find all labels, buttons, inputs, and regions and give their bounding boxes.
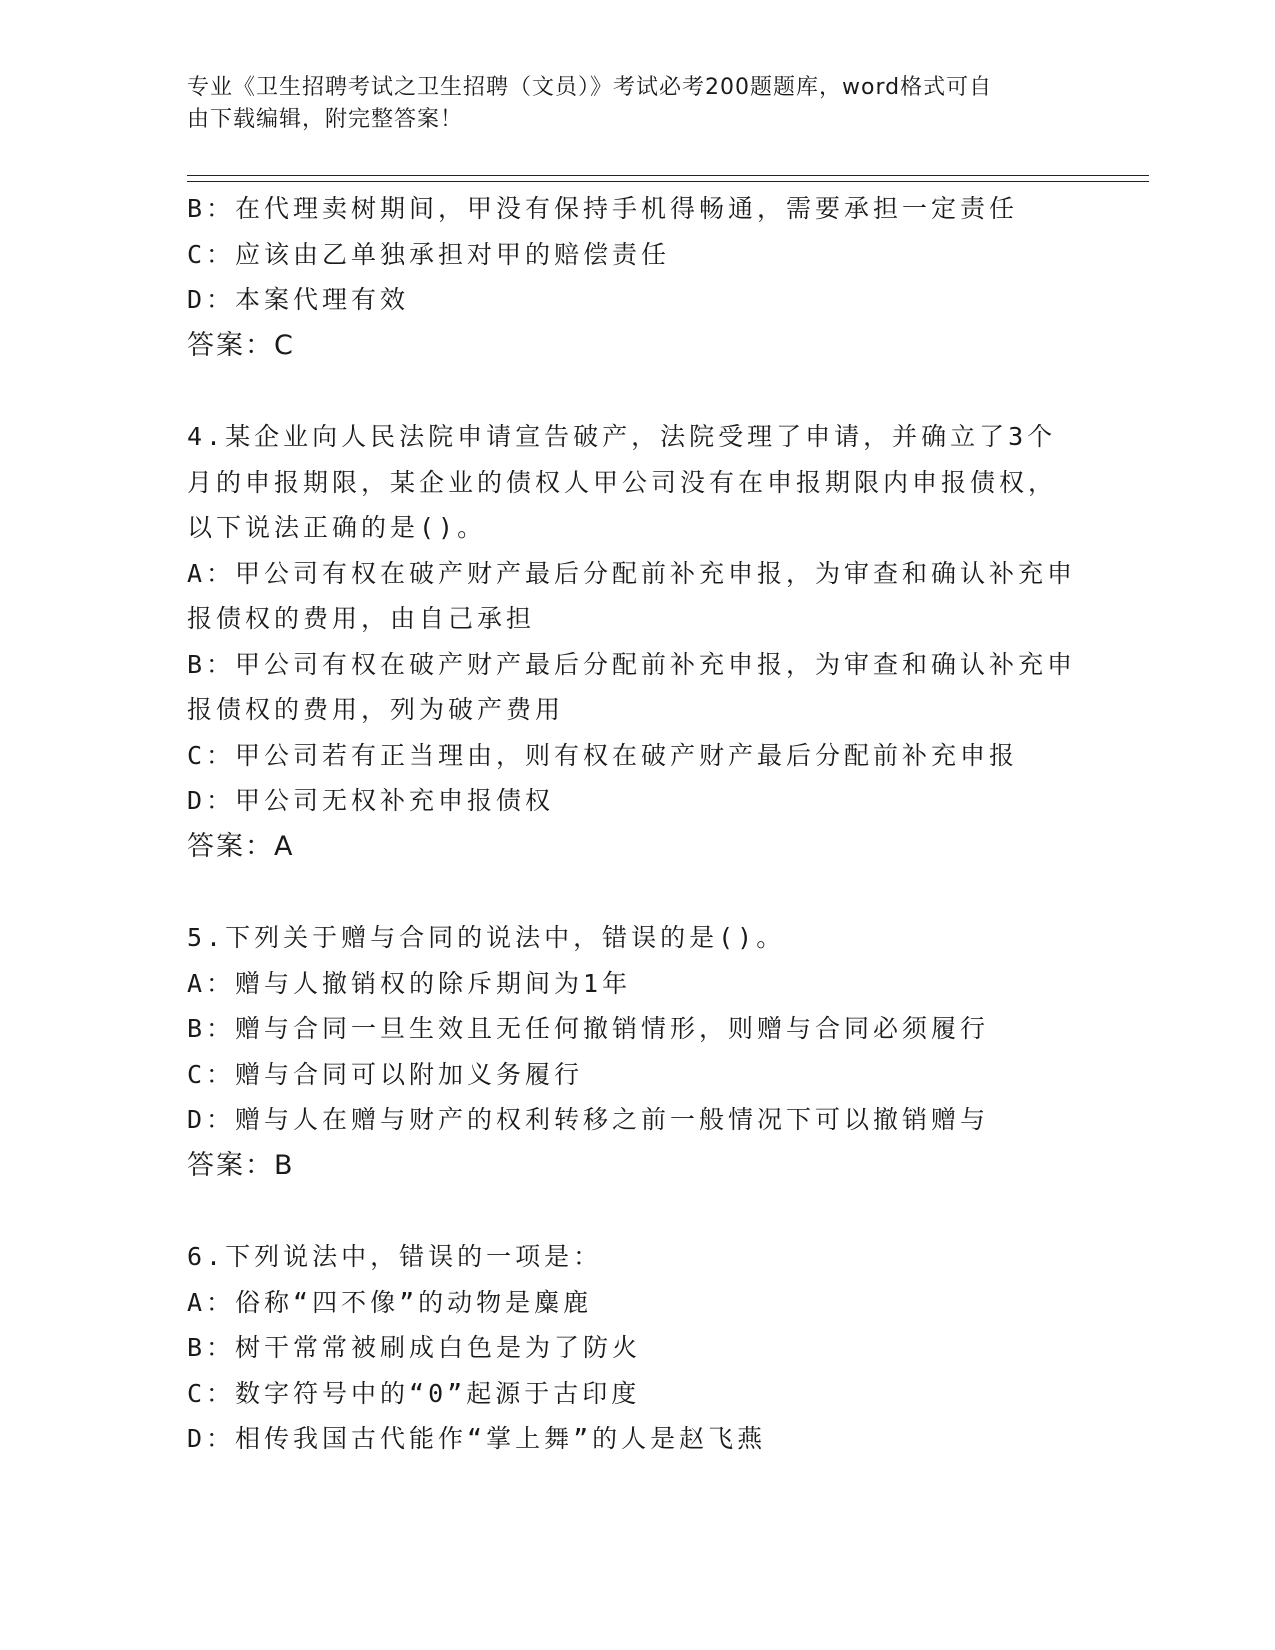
spacer [187,1188,1087,1234]
header-line-1: 专业《卫生招聘考试之卫生招聘（文员）》考试必考200题题库，word格式可自 [187,75,993,100]
document-header [187,72,1087,136]
question-stem: 以下说法正确的是()。 [187,513,487,542]
question-3-tail [187,186,1087,368]
header-line-2: 由下载编辑，附完整答案！ [187,107,464,132]
option-d: D：本案代理有效 [187,285,410,314]
option-a: A：俗称“四不像”的动物是麋鹿 [187,1287,593,1317]
question-stem: 5.下列关于赠与合同的说法中，错误的是()。 [187,923,786,952]
option-a: A：甲公司有权在破产财产最后分配前补充申报，为审查和确认补充申 [187,558,1077,588]
option-b-continued: 报债权的费用，列为破产费用 [187,695,565,724]
question-stem: 4.某企业向人民法院申请宣告破产，法院受理了申请，并确立了3个 [187,422,1057,451]
answer-line: 答案：A [187,830,295,862]
option-a: A：赠与人撤销权的除斥期间为1年 [187,968,632,998]
option-c: C：赠与合同可以附加义务履行 [187,1059,584,1089]
question-4 [187,414,1087,869]
option-d: D：甲公司无权补充申报债权 [187,786,555,815]
option-d: D：赠与人在赠与财产的权利转移之前一般情况下可以撤销赠与 [187,1105,990,1134]
question-list [187,186,1087,1462]
option-a-continued: 报债权的费用，由自己承担 [187,604,536,633]
header-divider-top [187,175,1149,176]
option-b: B：甲公司有权在破产财产最后分配前补充申报，为审查和确认补充申 [187,649,1077,679]
option-c: C：应该由乙单独承担对甲的赔偿责任 [187,239,671,269]
spacer [187,368,1087,414]
question-stem: 6.下列说法中，错误的一项是： [187,1242,603,1271]
option-b: B：赠与合同一旦生效且无任何撤销情形，则赠与合同必须履行 [187,1014,990,1043]
answer-line: 答案：C [187,329,295,361]
header-divider-bottom [187,181,1149,182]
option-b: B：在代理卖树期间，甲没有保持手机得畅通，需要承担一定责任 [187,194,1019,223]
option-d: D：相传我国古代能作“掌上舞”的人是赵飞燕 [187,1424,767,1453]
spacer [187,869,1087,915]
question-6 [187,1234,1087,1462]
option-c: C：数字符号中的“0”起源于古印度 [187,1378,641,1408]
option-c: C：甲公司若有正当理由，则有权在破产财产最后分配前补充申报 [187,740,1019,770]
question-stem: 月的申报期限，某企业的债权人甲公司没有在申报期限内申报债权， [187,467,1058,497]
question-5 [187,915,1087,1188]
answer-line: 答案：B [187,1149,295,1181]
option-b: B：树干常常被刷成白色是为了防火 [187,1333,642,1362]
